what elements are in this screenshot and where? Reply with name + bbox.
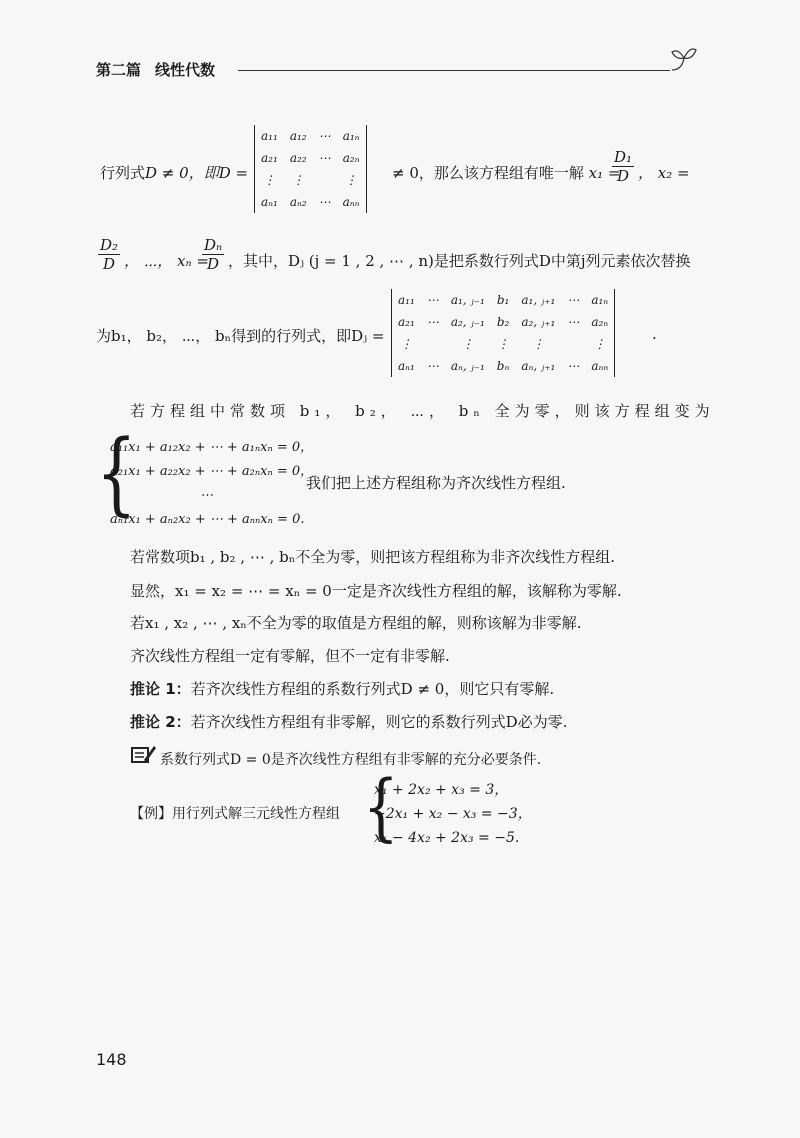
- det2-cell: ⋯: [426, 293, 439, 307]
- para1-pre: 行列式: [100, 164, 146, 182]
- para2-a: ， ⋯， xₙ =: [124, 252, 209, 270]
- det2-cell: a₂, ⱼ₊₁: [521, 315, 556, 329]
- det1-cell: a₁ₙ: [342, 129, 360, 143]
- corollary-2-text: 若齐次线性方程组有非零解，则它的系数行列式D必为零.: [190, 713, 568, 731]
- brace-homog: {: [96, 423, 137, 527]
- corollary-1: [130, 678, 554, 699]
- para1-tail: [392, 162, 620, 183]
- note-text: 系数行列式D = 0是齐次线性方程组有非零解的充分必要条件.: [160, 752, 542, 768]
- det1-cell: a₂₁: [261, 151, 278, 165]
- determinant-Dj: [391, 289, 615, 377]
- frac-D2: [96, 236, 122, 273]
- det1-row: [255, 147, 366, 169]
- det2-cell: a₁ₙ: [591, 293, 609, 307]
- det2-cell: [421, 333, 445, 355]
- det2-cell: b₂: [496, 315, 510, 329]
- running-header: [96, 59, 215, 80]
- det1-cell: aₙₙ: [342, 195, 360, 209]
- det2-cell: a₂, ⱼ₋₁: [450, 315, 485, 329]
- para4: 若方程组中常数项 b₁， b₂， ⋯， bₙ 全为零，则该方程组变为: [130, 402, 715, 420]
- det2-cell: a₁₁: [398, 293, 415, 307]
- example-eqs: [374, 778, 532, 850]
- det2-cell: aₙ₁: [398, 359, 415, 373]
- note-pencil-icon: [130, 742, 156, 766]
- det2-cell: ⋯: [567, 315, 580, 329]
- para3-pre: 为b₁， b₂， ⋯， bₙ得到的行列式，即Dⱼ =: [96, 327, 385, 345]
- det2-cell: ⋮: [400, 337, 413, 351]
- corollary-1-text: 若齐次线性方程组的系数行列式D ≠ 0，则它只有零解.: [190, 680, 555, 698]
- det2-row: [392, 333, 614, 355]
- corollary-2-label: 推论 2：: [130, 713, 191, 731]
- header-part: 第二篇: [96, 61, 142, 79]
- para2-b: ，其中，Dⱼ (j = 1 , 2 , ⋯ , n)是把系数行列式D中第j列元素依次替换: [228, 252, 691, 270]
- page-number: 148: [96, 1050, 127, 1069]
- det1-cell: ⋯: [318, 129, 331, 143]
- det1-row: [255, 125, 366, 147]
- determinant-D: [254, 125, 367, 213]
- det2-row: [392, 355, 614, 377]
- corollary-2: [130, 711, 567, 732]
- header-title: 线性代数: [155, 61, 216, 79]
- homog-eq-n: aₙ₁x₁ + aₙ₂x₂ + ⋯ + aₙₙxₙ = 0.: [110, 512, 305, 527]
- frac-Dn-den: D: [207, 255, 220, 273]
- det2-cell: ⋮: [461, 337, 474, 351]
- det2-cell: a₂ₙ: [591, 315, 609, 329]
- line-2: 显然，x₁ = x₂ = ⋯ = xₙ = 0一定是齐次线性方程组的解，该解称为零解.: [130, 582, 622, 600]
- para1-x2: ， x₂ =: [638, 164, 690, 182]
- homog-eq-2: a₂₁x₁ + a₂₂x₂ + ⋯ + a₂ₙxₙ = 0，: [110, 464, 314, 479]
- det1-cell: aₙ₂: [289, 195, 307, 209]
- frac-D1-num: D₁: [614, 148, 633, 166]
- det1-cell: [313, 169, 337, 191]
- homog-eq-dots: ⋯: [200, 488, 213, 503]
- det1-cell: a₁₂: [289, 129, 307, 143]
- para1-x1: x₁ =: [588, 164, 621, 182]
- det1-cell: a₁₁: [261, 129, 278, 143]
- det2-cell: ⋯: [567, 293, 580, 307]
- homog-eq-1: a₁₁x₁ + a₁₂x₂ + ⋯ + a₁ₙxₙ = 0，: [110, 440, 314, 455]
- det2-row: [392, 289, 614, 311]
- det2-cell: aₙ, ⱼ₊₁: [521, 359, 556, 373]
- brace-example: {: [363, 765, 399, 850]
- det2-cell: a₁, ⱼ₋₁: [450, 293, 485, 307]
- det1-cell: a₂ₙ: [342, 151, 360, 165]
- example-label: 【例】用行列式解三元线性方程组: [130, 806, 340, 822]
- homog-label: 我们把上述方程组称为齐次线性方程组.: [306, 474, 566, 492]
- det2-cell: a₁, ⱼ₊₁: [521, 293, 556, 307]
- example-eq-2: −2x₁ + x₂ − x₃ = −3，: [374, 806, 532, 822]
- det1-cell: ⋮: [292, 173, 305, 187]
- para3-post: .: [652, 325, 657, 343]
- det2-cell: a₂₁: [398, 315, 415, 329]
- para1-deq: D =: [218, 164, 249, 182]
- corollary-1-label: 推论 1：: [130, 680, 191, 698]
- sprout-icon: [668, 44, 700, 74]
- para1-lead: [100, 162, 248, 183]
- para1-neq: D ≠ 0，即: [145, 164, 219, 182]
- example-eq-3: x₁ − 4x₂ + 2x₃ = −5.: [374, 830, 520, 846]
- det1-cell: ⋮: [345, 173, 358, 187]
- line-1: 若常数项b₁ , b₂ , ⋯ , bₙ不全为零，则把该方程组称为非齐次线性方程组.: [130, 548, 616, 566]
- det2-cell: aₙₙ: [591, 359, 609, 373]
- det1-cell: a₂₂: [289, 151, 307, 165]
- det2-cell: ⋮: [593, 337, 606, 351]
- frac-D1-den: D: [617, 167, 630, 185]
- det2-cell: ⋮: [497, 337, 510, 351]
- frac-Dn: [200, 236, 226, 273]
- homog-eqs: [110, 436, 313, 532]
- det1-cell: ⋮: [263, 173, 276, 187]
- line-3: 若x₁ , x₂ , ⋯ , xₙ不全为零的取值是方程组的解，则称该解为非零解.: [130, 614, 582, 632]
- det1-cell: ⋯: [318, 151, 331, 165]
- det2-cell: ⋯: [426, 315, 439, 329]
- frac-D2-num: D₂: [100, 236, 119, 254]
- det1-cell: aₙ₁: [261, 195, 278, 209]
- det2-cell: ⋯: [567, 359, 580, 373]
- det2-cell: aₙ, ⱼ₋₁: [450, 359, 485, 373]
- frac-D2-den: D: [103, 255, 116, 273]
- para1-post: ≠ 0，那么该方程组有唯一解: [392, 164, 584, 182]
- header-rule: [238, 70, 670, 71]
- example-eq-1: x₁ + 2x₂ + x₃ = 3，: [374, 782, 509, 798]
- det2-cell: bₙ: [496, 359, 510, 373]
- det1-cell: ⋯: [318, 195, 331, 209]
- line-4: 齐次线性方程组一定有零解，但不一定有非零解.: [130, 647, 450, 665]
- det2-cell: b₁: [496, 293, 510, 307]
- det2-cell: ⋮: [532, 337, 545, 351]
- det2-cell: ⋯: [426, 359, 439, 373]
- det1-row: [255, 169, 366, 191]
- det2-row: [392, 311, 614, 333]
- frac-D1: [610, 148, 636, 185]
- det2-cell: [561, 333, 585, 355]
- frac-Dn-num: Dₙ: [204, 236, 223, 254]
- det1-row: [255, 191, 366, 213]
